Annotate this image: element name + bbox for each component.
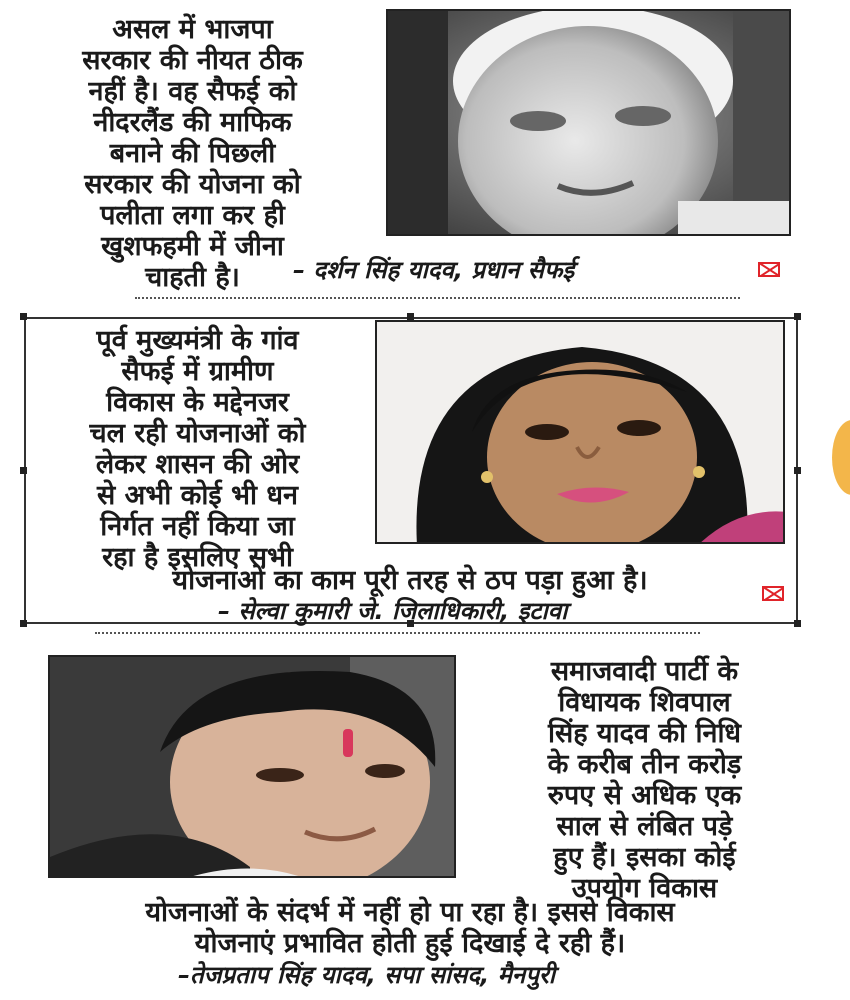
quote-selva-kumari-tail: योजनाओं का काम पूरी तरह से ठप पड़ा हुआ है।	[172, 565, 648, 596]
page-edge-shape	[832, 420, 850, 495]
email-icon[interactable]	[762, 586, 784, 601]
resize-handle-tl[interactable]	[20, 313, 27, 320]
quote-tejpratap-singh: समाजवादी पार्टी के विधायक शिवपाल सिंह यादव की निधि के करीब तीन करोड़ रुपए से अधिक एक साल से लंबित पड़े हुए हैं। इसका कोई उपयोग विकास	[547, 656, 742, 904]
section-divider	[135, 297, 740, 299]
resize-handle-bl[interactable]	[20, 620, 27, 627]
young-man-photo	[50, 657, 456, 878]
section-divider	[95, 632, 700, 634]
email-icon[interactable]	[758, 262, 780, 277]
resize-handle-mr[interactable]	[794, 467, 801, 474]
resize-handle-ml[interactable]	[20, 467, 27, 474]
quote-darshan-singh: असल में भाजपा सरकार की नीयत ठीक नहीं है। वह सैफई को नीदरलैंड की माफिक बनाने की पिछली सरकार की योजना को पलीता लगा कर ही खुशफहमी में जीना चाहती है।	[82, 14, 303, 293]
elderly-man-photo	[388, 11, 791, 236]
quote-tejpratap-singh-tail: योजनाओं के संदर्भ में नहीं हो पा रहा है। इससे विकास योजनाएं प्रभावित होती हुई दिखाई दे रही हैं।	[145, 897, 675, 959]
resize-handle-tm[interactable]	[407, 313, 414, 320]
attribution-selva-kumari: – सेल्वा कुमारी जे. जिलाधिकारी, इटावा	[218, 597, 568, 625]
photo-tejpratap-singh	[48, 655, 456, 878]
photo-darshan-singh	[386, 9, 791, 236]
resize-handle-br[interactable]	[794, 620, 801, 627]
quote-selva-kumari: पूर्व मुख्यमंत्री के गांव सैफई में ग्रामीण विकास के मद्देनजर चल रही योजनाओं को लेकर शासन की ओर से अभी कोई भी धन निर्गत नहीं किया जा रहा है इसलिए सभी	[89, 325, 306, 573]
attribution-tejpratap-singh: –तेजप्रताप सिंह यादव, सपा सांसद, मैनपुरी	[178, 961, 555, 989]
resize-handle-tr[interactable]	[794, 313, 801, 320]
photo-selva-kumari	[375, 320, 785, 544]
woman-photo	[377, 322, 785, 544]
attribution-darshan-singh: – दर्शन सिंह यादव, प्रधान सैफई	[293, 256, 575, 284]
